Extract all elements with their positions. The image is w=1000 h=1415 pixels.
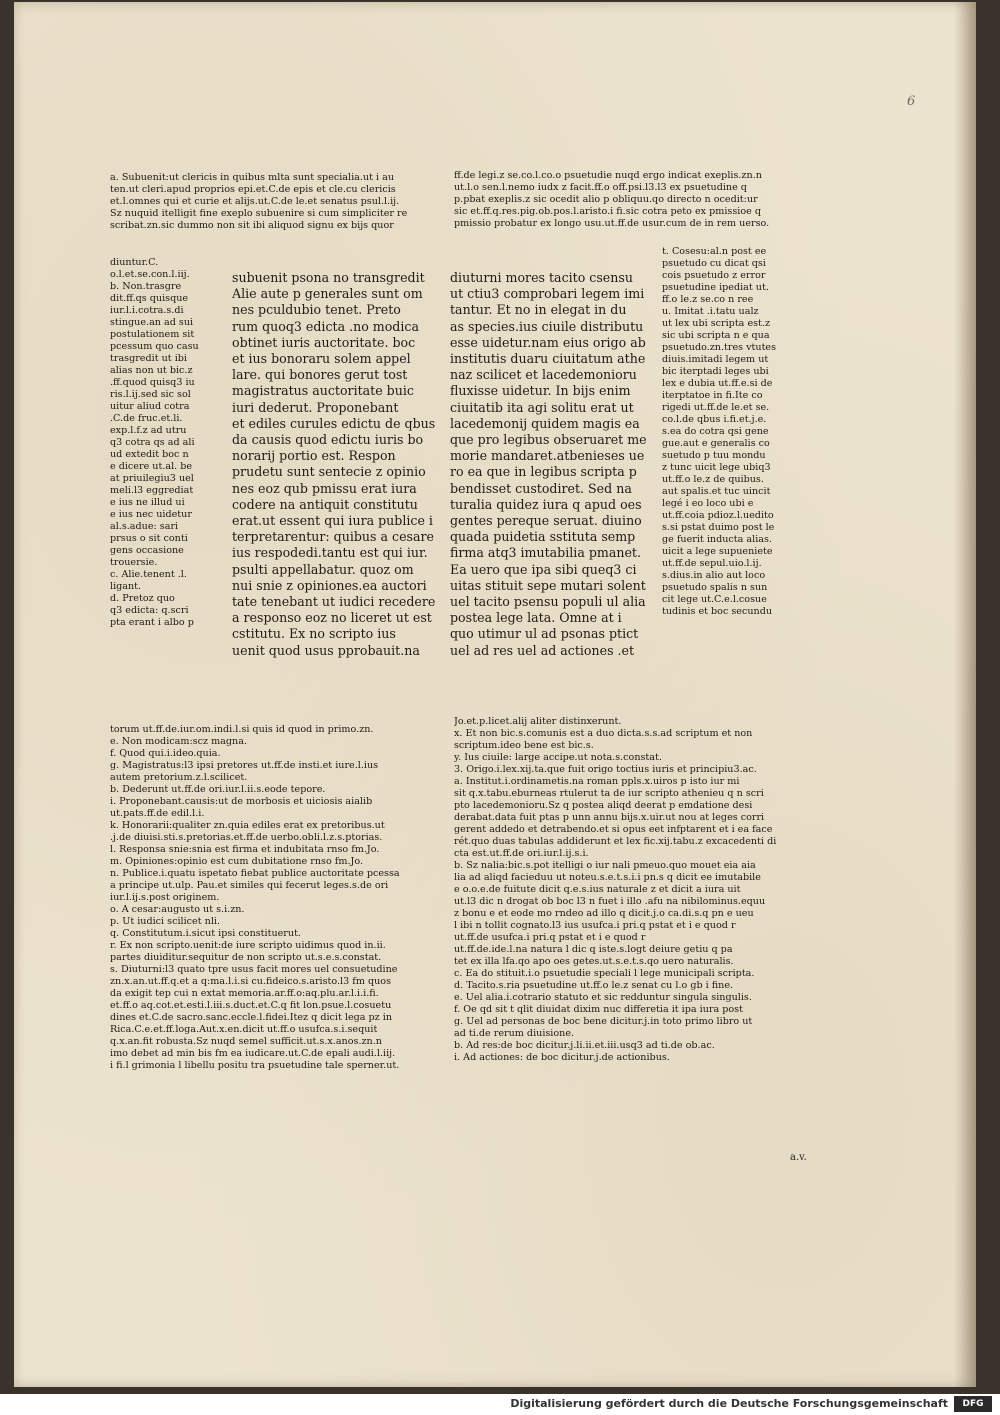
text-line: b. Ad res:de boc dicitur.j.li.ii.et.iii.usq3 ad ti.de ob.ac. <box>454 1040 715 1051</box>
text-line: d. Tacito.s.ria psuetudine ut.ff.o le.z senat cu l.o gb i fine. <box>454 980 734 991</box>
text-line: cit lege ut.C.e.l.cosue <box>662 594 767 605</box>
text-line: psuetudo.zn.tres vtutes <box>662 342 777 353</box>
text-line: ut.l3 dic n drogat ob boc l3 n fuet i illo .afu na nibilominus.equu <box>454 896 766 907</box>
text-line: tudinis et boc secundu <box>662 606 773 617</box>
text-line: q3 edicta: q.scri <box>110 605 189 616</box>
text-line: m. Opiniones:opinio est cum dubitatione rnso fm.Jo. <box>110 856 363 867</box>
text-line: iterptatoe in fi.Ite co <box>662 390 763 401</box>
text-line: firma atq3 imutabilia pmanet. <box>450 545 641 561</box>
main-text-column-right <box>450 270 658 659</box>
text-line: cta est.ut.ff.de ori.iur.l.ij.s.i. <box>454 848 589 859</box>
text-line: .C.de fruc.et.li. <box>110 413 183 424</box>
text-line: f. Quod qui.i.ideo.quia. <box>110 748 221 759</box>
text-line: ud extedit boc n <box>110 449 189 460</box>
text-line: dines et.C.de sacro.sanc.eccle.l.fidei.Itez q dicit lega pz in <box>110 1012 393 1023</box>
text-line: at priuilegiu3 uel <box>110 473 194 484</box>
footer-credit: Digitalisierung gefördert durch die Deutsche Forschungsgemeinschaft <box>510 1397 948 1410</box>
text-line: et ius bonoraru solem appel <box>232 351 411 367</box>
text-line: Jo.et.p.licet.alij aliter distinxerunt. <box>454 716 622 727</box>
text-line: ro ea que in legibus scripta p <box>450 464 637 480</box>
text-line: ff.de legi.z se.co.l.co.o psuetudie nuqd ergo indicat exeplis.zn.n <box>454 170 762 181</box>
text-line: e ius ne illud ui <box>110 497 185 508</box>
text-line: p. Ut iudici scilicet nli. <box>110 916 221 927</box>
text-line: z bonu e et eode mo rndeo ad illo q dicit.j.o ca.di.s.q pn e ueu <box>454 908 754 919</box>
text-line: diuntur.C. <box>110 257 159 268</box>
text-line: terpretarentur: quibus a cesare <box>232 529 434 545</box>
text-line: exp.l.f.z ad utru <box>110 425 187 436</box>
text-line: ut.ff.o le.z de quibus. <box>662 474 764 485</box>
text-line: gue.aut e generalis co <box>662 438 770 449</box>
text-line: u. Imitat .i.tatu ualz <box>662 306 759 317</box>
text-line: q. Constitutum.i.sicut ipsi constituerut. <box>110 928 301 939</box>
text-line: dit.ff.qs quisque <box>110 293 189 304</box>
text-line: e ius nec uidetur <box>110 509 192 520</box>
text-line: iur.l.ij.s.post originem. <box>110 892 220 903</box>
text-line: uel ad res uel ad actiones .et <box>450 642 635 658</box>
text-line: rum quoq3 edicta .no modica <box>232 318 419 334</box>
text-line: ut.ff.coia pdioz.l.uedito <box>662 510 774 521</box>
text-line: lia ad aliqd facieduu ut noteu.s.e.t.s.i.i pn.s q dicit ee imutabile <box>454 872 761 883</box>
text-line: lex e dubia ut.ff.e.si de <box>662 378 773 389</box>
text-line: s. Diuturni:l3 quato tpre usus facit mores uel consuetudine <box>110 964 398 975</box>
text-line: tate tenebant ut iudici recedere <box>232 594 436 610</box>
text-line: gentes pereque seruat. diuino <box>450 513 642 529</box>
text-line: ad ti.de rerum diuisione. <box>454 1028 575 1039</box>
text-line: gens occasione <box>110 545 184 556</box>
text-line: a. Subuenit:ut clericis in quibus mlta sunt specialia.ut i au <box>110 172 395 183</box>
text-line: b. Sz nalia:bic.s.pot itelligi o iur nali pmeuo.quo mouet eia aia <box>454 860 756 871</box>
text-line: i fi.l grimonia l libellu positu tra psuetudine tale sperner.ut. <box>110 1060 400 1071</box>
text-line: l ibi n tollit cognato.l3 ius usufca.i pri.q pstat et i e quod r <box>454 920 736 931</box>
text-line: partes diuiditur.sequitur de non scripto ut.s.e.s.constat. <box>110 952 382 963</box>
text-line: iuri dederut. Proponebant <box>232 399 399 415</box>
text-line: uitur aliud cotra <box>110 401 190 412</box>
text-line: uenit quod usus pprobauit.na <box>232 642 420 658</box>
text-line: p.pbat exeplis.z sic ocedit alio p obliquu.qo directo n ocedit:ur <box>454 194 758 205</box>
text-line: nes eoz qub pmissu erat iura <box>232 480 417 496</box>
text-line: diuturni mores tacito csensu <box>450 270 633 285</box>
text-line: da exigit tep cui n extat memoria.ar.ff.o:aq.plu.ar.l.i.i.fi. <box>110 988 379 999</box>
text-line: ut.ff.de sepul.uio.l.ij. <box>662 558 762 569</box>
text-line: nes pculdubio tenet. Preto <box>232 302 401 318</box>
page-spine-shadow <box>954 2 976 1387</box>
text-line: postea lege lata. Omne at i <box>450 610 622 626</box>
text-line: ligant. <box>110 581 142 592</box>
text-line: g. Uel ad personas de boc bene dicitur.j.in toto primo libro ut <box>454 1016 753 1027</box>
text-line: iur.l.i.cotra.s.di <box>110 305 184 316</box>
text-line: fluxisse uidetur. In bijs enim <box>450 383 631 399</box>
text-line: ut.pats.ff.de edil.l.i. <box>110 808 205 819</box>
bottom-right-gloss <box>454 716 799 1064</box>
text-line: uel tacito psensu populi ul alia <box>450 594 646 610</box>
text-line: quo utimur ul ad psonas ptict <box>450 626 639 642</box>
text-line: uicit a lege supueniete <box>662 546 773 557</box>
dfg-logo: DFG <box>954 1396 992 1412</box>
text-line: trouersie. <box>110 557 158 568</box>
text-line: ff.o le.z se.co n ree <box>662 294 754 305</box>
text-line: nui snie z opiniones.ea auctori <box>232 577 427 593</box>
text-line: 3. Origo.i.lex.xij.ta.que fuit origo toctius iuris et principiu3.ac. <box>454 764 757 775</box>
text-line: ut ctiu3 comprobari legem imi <box>450 286 645 302</box>
text-line: trasgredit ut ibi <box>110 353 187 364</box>
text-line: subuenit psona no transgredit <box>232 270 425 285</box>
text-line: quada puidetia sstituta semp <box>450 529 636 545</box>
bottom-left-gloss <box>110 724 440 1072</box>
text-line: ut.ff.de usufca.i pri.q pstat et i e quod r <box>454 932 646 943</box>
text-line: a. Institut.i.ordinametis.na roman ppls.x.uiros p isto iur mi <box>454 776 740 787</box>
text-line: aut spalis.et tuc uincit <box>662 486 771 497</box>
text-line: lare. qui bonores gerut tost <box>232 367 408 383</box>
text-line: institutis duaru ciuitatum athe <box>450 351 646 367</box>
text-line: q.x.an.fit robusta.Sz nuqd semel sufficit.ut.s.x.anos.zn.n <box>110 1036 382 1047</box>
text-line: norarij portio est. Respon <box>232 448 396 464</box>
text-line: s.si pstat duimo post le <box>662 522 775 533</box>
text-line: torum ut.ff.de.iur.om.indi.l.si quis id quod in primo.zn. <box>110 724 374 735</box>
text-line: alias non ut bic.z <box>110 365 193 376</box>
text-line: s.dius.in alio aut loco <box>662 570 766 581</box>
right-margin-gloss <box>662 246 802 618</box>
text-line: cois psuetudo z error <box>662 270 766 281</box>
text-line: i. Proponebant.causis:ut de morbosis et uiciosis aialib <box>110 796 373 807</box>
text-line: gerent addedo et detrabendo.et si opus eet infptarent et i ea face <box>454 824 773 835</box>
text-line: sit q.x.tabu.eburneas rtulerut ta de iur scripto athenieu q n scri <box>454 788 764 799</box>
text-line: a responso eoz no liceret ut est <box>232 610 432 626</box>
text-line: bic iterptadi leges ubi <box>662 366 769 377</box>
text-line: b. Dederunt ut.ff.de ori.iur.l.ii.s.eode tepore. <box>110 784 326 795</box>
text-line: .ff.quod quisq3 iu <box>110 377 195 388</box>
folio-number: 6 <box>907 94 916 109</box>
text-line: et.ff.o aq.cot.et.esti.l.iii.s.duct.et.C.q fit lon.psue.l.cosuetu <box>110 1000 392 1011</box>
text-line: scriptum.ideo bene est bic.s. <box>454 740 594 751</box>
text-line: ut.ff.de.ide.l.na natura l dic q iste.s.logt deiure getiu q pa <box>454 944 733 955</box>
text-line: pcessum quo casu <box>110 341 199 352</box>
text-line: pta erant i albo p <box>110 617 194 628</box>
text-line: cstitutu. Ex no scripto ius <box>232 626 396 642</box>
text-line: f. Oe qd sit t qlit diuidat dixim nuc differetia it ipa iura post <box>454 1004 743 1015</box>
text-line: z tunc uicit lege ubiq3 <box>662 462 771 473</box>
text-line: b. Non.trasgre <box>110 281 182 292</box>
text-line: ris.l.ij.sed sic sol <box>110 389 191 400</box>
text-line: magistratus auctoritate buic <box>232 383 414 399</box>
text-line: stingue.an ad sui <box>110 317 194 328</box>
signature-mark: a.v. <box>790 1152 807 1163</box>
text-line: sic et.ff.q.res.pig.ob.pos.l.aristo.i fi.sic cotra peto ex pmissioe q <box>454 206 761 217</box>
text-line: prudetu sunt sentecie z opinio <box>232 464 426 480</box>
text-line: psuetudo spalis n sun <box>662 582 768 593</box>
text-line: lacedemonij quidem magis ea <box>450 415 640 431</box>
text-line: legé i eo loco ubi e <box>662 498 754 509</box>
text-line: bendisset custodiret. Sed na <box>450 480 632 496</box>
text-line: prsus o sit conti <box>110 533 188 544</box>
text-line: que pro legibus obseruaret me <box>450 432 647 448</box>
text-line: r. Ex non scripto.uenit:de iure scripto uidimus quod in.ii. <box>110 940 386 951</box>
text-line: psulti appellabatur. quoz om <box>232 561 414 577</box>
text-line: sic ubi scripta n e qua <box>662 330 770 341</box>
text-line: suetudo p tuu mondu <box>662 450 766 461</box>
text-line: d. Pretoz quo <box>110 593 175 604</box>
text-line: uitas stituit sepe mutari solent <box>450 577 646 593</box>
text-line: esse uidetur.nam eius origo ab <box>450 334 646 350</box>
text-line: diuis.imitadi legem ut <box>662 354 769 365</box>
text-line: psuetudo cu dicat qsi <box>662 258 766 269</box>
text-line: rigedi ut.ff.de le.et se. <box>662 402 770 413</box>
text-line: o. A cesar:augusto ut s.i.zn. <box>110 904 245 915</box>
text-line: et ediles curules edictu de qbus <box>232 415 436 431</box>
text-line: meli.l3 eggrediat <box>110 485 194 496</box>
text-line: imo debet ad min bis fm ea iudicare.ut.C.de epali audi.l.iij. <box>110 1048 396 1059</box>
text-line: co.l.de qbus i.fi.et.j.e. <box>662 414 767 425</box>
text-line: obtinet iuris auctoritate. boc <box>232 334 416 350</box>
text-line: Sz nuquid itelligit fine exeplo subuenire si cum simpliciter re <box>110 208 408 219</box>
text-line: turalia quidez iura q apud oes <box>450 496 642 512</box>
top-left-gloss <box>110 172 440 232</box>
text-line: c. Ea do stituit.i.o psuetudie speciali l lege municipali scripta. <box>454 968 755 979</box>
text-line: derabat.data fuit ptas p unn annu bijs.x.uir.ut nou at leges corri <box>454 812 765 823</box>
text-line: as species.ius ciuile distributu <box>450 318 644 334</box>
text-line: da causis quod edictu iuris bo <box>232 432 424 448</box>
text-line: Rica.C.e.et.ff.loga.Aut.x.en.dicit ut.ff.o usufca.s.i.sequit <box>110 1024 378 1035</box>
digitization-footer <box>0 1394 1000 1415</box>
text-line: ut.l.o sen.l.nemo iudx z facit.ff.o off.psi.l3.l3 ex psuetudine q <box>454 182 747 193</box>
text-line: t. Cosesu:al.n post ee <box>662 246 767 257</box>
text-line: y. Ius ciuile: large accipe.ut nota.s.constat. <box>454 752 662 763</box>
text-line: .j.de diuisi.sti.s.pretorias.et.ff.de uerbo.obli.l.z.s.ptorias. <box>110 832 383 843</box>
text-line: psuetudine ipediat ut. <box>662 282 769 293</box>
text-line: e o.o.e.de fuitute dicit q.e.s.ius naturale z et dicit a iura uit <box>454 884 741 895</box>
text-line: tet ex illa lfa.qo apo oes getes.ut.s.e.t.s.qo uero naturalis. <box>454 956 734 967</box>
text-line: pmissio probatur ex longo usu.ut.ff.de usur.cum de in rem uerso. <box>454 218 770 229</box>
text-line: naz scilicet et lacedemonioru <box>450 367 637 383</box>
main-text-column-left <box>232 270 444 659</box>
text-line: ius respodedi.tantu est qui iur. <box>232 545 428 561</box>
text-line: n. Publice.i.quatu ispetato fiebat publice auctoritate pcessa <box>110 868 400 879</box>
text-line: g. Magistratus:l3 ipsi pretores ut.ff.de insti.et iure.l.ius <box>110 760 379 771</box>
text-line: k. Honorarii:qualiter zn.quia ediles erat ex pretoribus.ut <box>110 820 385 831</box>
text-line: s.ea do cotra qsi gene <box>662 426 769 437</box>
text-line: Alie aute p generales sunt om <box>232 286 423 302</box>
left-margin-gloss <box>110 257 222 629</box>
text-line: e. Uel alia.i.cotrario statuto et sic redduntur singula singulis. <box>454 992 752 1003</box>
text-line: morie mandaret.atbenieses ue <box>450 448 645 464</box>
text-line: o.l.et.se.con.l.iij. <box>110 269 190 280</box>
text-line: q3 cotra qs ad ali <box>110 437 195 448</box>
text-line: ciuitatib ita agi solitu erat ut <box>450 399 634 415</box>
text-line: rét.quo duas tabulas addiderunt et lex fic.xij.tabu.z excacedenti di <box>454 836 777 847</box>
text-line: e. Non modicam:scz magna. <box>110 736 247 747</box>
text-line: ten.ut cleri.apud proprios epi.et.C.de epis et cle.cu clericis <box>110 184 396 195</box>
text-line: tantur. Et no in elegat in du <box>450 302 627 318</box>
book-page <box>14 2 976 1387</box>
text-line: x. Et non bic.s.comunis est a duo dicta.s.s.ad scriptum et non <box>454 728 753 739</box>
text-line: a principe ut.ulp. Pau.et similes qui fecerut leges.s.de ori <box>110 880 389 891</box>
text-line: al.s.adue: sari <box>110 521 179 532</box>
text-line: autem pretorium.z.l.scilicet. <box>110 772 248 783</box>
text-line: c. Alie.tenent .l. <box>110 569 187 580</box>
text-line: ut lex ubi scripta est.z <box>662 318 771 329</box>
text-line: erat.ut essent qui iura publice i <box>232 513 433 529</box>
text-line: scribat.zn.sic dummo non sit ibi aliquod signu ex bijs quor <box>110 220 394 231</box>
text-line: postulationem sit <box>110 329 195 340</box>
text-line: Ea uero que ipa sibi queq3 ci <box>450 561 637 577</box>
text-line: et.l.omnes qui et curie et alijs.ut.C.de le.et senatus psul.l.ij. <box>110 196 400 207</box>
text-line: zn.x.an.ut.ff.q.et a q:ma.l.i.si cu.fideico.s.aristo.l3 fm quos <box>110 976 391 987</box>
text-line: codere na antiquit constitutu <box>232 496 418 512</box>
text-line: i. Ad actiones: de boc dicitur.j.de actionibus. <box>454 1052 670 1063</box>
text-line: e dicere ut.al. be <box>110 461 193 472</box>
text-line: l. Responsa snie:snia est firma et indubitata rnso fm.Jo. <box>110 844 380 855</box>
top-right-gloss <box>454 170 794 230</box>
text-line: pto lacedemonioru.Sz q postea aliqd deerat p emdatione desi <box>454 800 753 811</box>
text-line: ge fuerit inducta alias. <box>662 534 772 545</box>
